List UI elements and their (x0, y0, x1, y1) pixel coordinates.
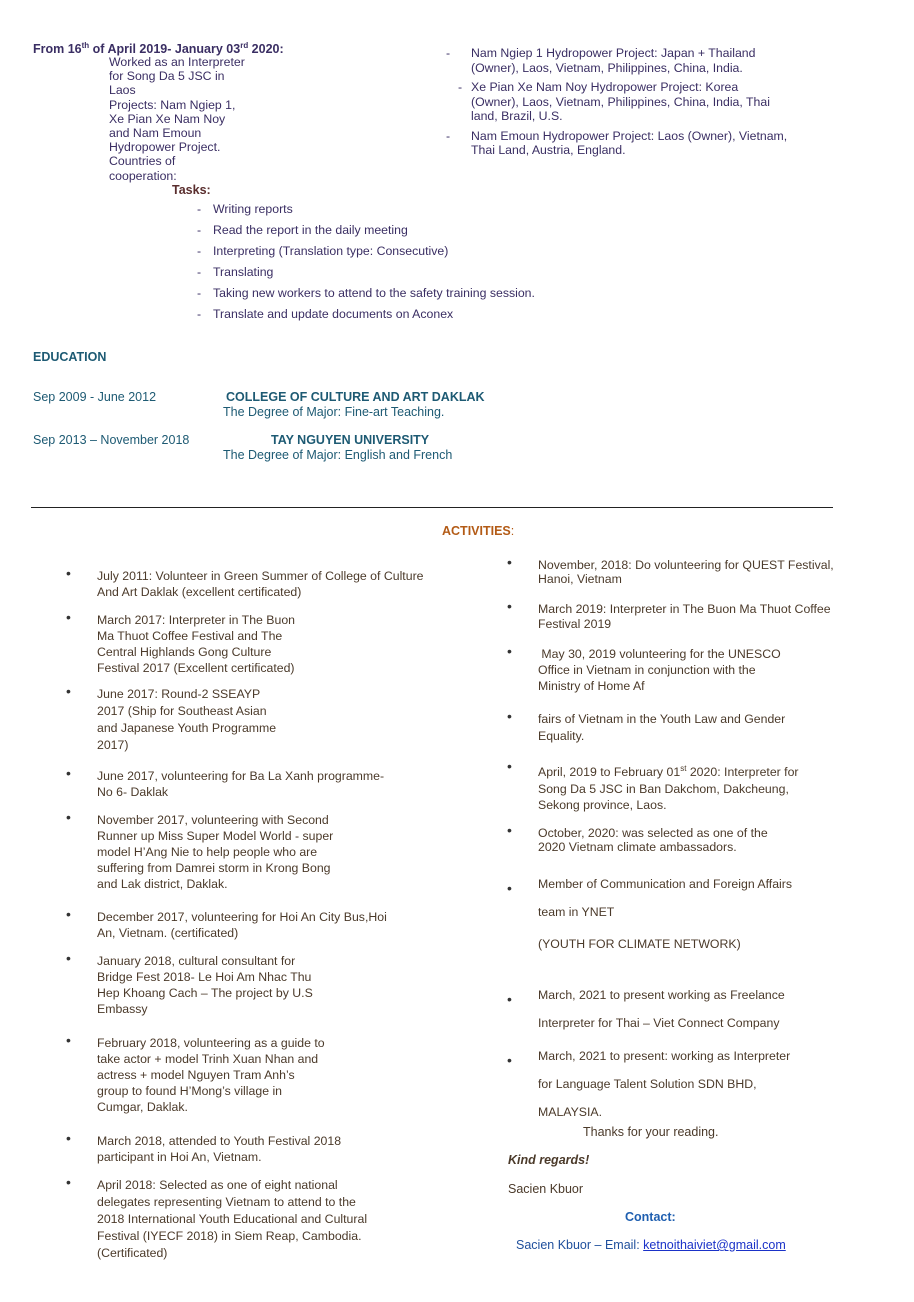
experience-description: Worked as an Interpreter for Song Da 5 JSC in Laos Projects: Nam Ngiep 1, Xe Pian Xe Nam Noy and Nam Emoun Hydropower Project. Countries of cooperation: (109, 55, 245, 183)
education-school: COLLEGE OF CULTURE AND ART DAKLAK (226, 390, 485, 404)
task-item: - Writing reports (197, 202, 293, 216)
ynet-full-name: (YOUTH FOR CLIMATE NETWORK) (538, 937, 741, 951)
task-list (197, 202, 535, 328)
activity-item: • March, 2021 to present working as Freelance Interpreter for Thai – Viet Connect Company (507, 988, 785, 1030)
activity-item: • July 2011: Volunteer in Green Summer of College of Culture And Art Daklak (excellent certificated) (66, 565, 424, 599)
education-period: Sep 2013 – November 2018 (33, 433, 190, 447)
section-divider (31, 507, 833, 508)
regards-text: Kind regards! (508, 1153, 590, 1167)
activity-item: • January 2018, cultural consultant for Bridge Fest 2018- Le Hoi Am Nhac Thu Hep Khoang Cach – The project by U.S Embassy (66, 950, 313, 1016)
project-item: - Nam Ngiep 1 Hydropower Project: Japan + Thailand (Owner), Laos, Vietnam, Philippines, China, India. (446, 46, 756, 75)
activity-item: • April, 2019 to February 01st 2020: Interpreter for Song Da 5 JSC in Ban Dakchom, Dakcheung, Sekong province, Laos. (507, 758, 799, 813)
activity-item: • February 2018, volunteering as a guide to take actor + model Trinh Xuan Nhan and actress + model Nguyen Tram Anh’s group to found H’Mong’s village in Cumgar, Daklak. (66, 1032, 325, 1114)
activity-item: • December 2017, volunteering for Hoi An City Bus,Hoi An, Vietnam. (certificated) (66, 906, 387, 940)
tasks-label: Tasks: (172, 183, 211, 197)
activity-item: • March, 2021 to present: working as Interpreter for Language Talent Solution SDN BHD, MALAYSIA. (507, 1049, 791, 1119)
education-heading: EDUCATION (33, 350, 107, 364)
project-list (446, 46, 788, 158)
activity-item: • June 2017, volunteering for Ba La Xanh programme- No 6- Daklak (66, 765, 385, 799)
activity-item: • November 2017, volunteering with Second Runner up Miss Super Model World - super model H’Ang Nie to help people who are suffering from Damrei storm in Krong Bong and Lak district, Daklak. (66, 809, 334, 891)
task-item: - Interpreting (Translation type: Consecutive) (197, 244, 449, 258)
signature-name: Sacien Kbuor (508, 1182, 584, 1196)
task-item: - Translating (197, 265, 274, 279)
activity-item: • October, 2020: was selected as one of the 2020 Vietnam climate ambassadors. (507, 822, 768, 854)
activity-item: • April 2018: Selected as one of eight national delegates representing Vietnam to attend to the 2018 International Youth Educational and Cultural Festival (IYECF 2018) in Siem Reap, Cambodia. (Certificated) (66, 1174, 368, 1260)
activities-heading: ACTIVITIES: (442, 524, 515, 538)
activity-item: • March 2017: Interpreter in The Buon Ma Thuot Coffee Festival and The Central Highlands Gong Culture Festival 2017 (Excellent certificated) (66, 609, 296, 675)
education-degree: The Degree of Major: English and French (223, 448, 453, 462)
contact-line: Sacien Kbuor – Email: ketnoithaiviet@gmail.com (516, 1238, 786, 1252)
project-item: - Nam Emoun Hydropower Project: Laos (Owner), Vietnam, Thai Land, Austria, England. (446, 128, 788, 157)
thanks-text: Thanks for your reading. (583, 1125, 719, 1139)
project-item: - Xe Pian Xe Nam Noy Hydropower Project: Korea (Owner), Laos, Vietnam, Philippines, China, India, Thai land, Brazil, U.S. (458, 80, 770, 123)
activity-item: • March 2018, attended to Youth Festival 2018 participant in Hoi An, Vietnam. (66, 1130, 342, 1164)
email-link[interactable]: ketnoithaiviet@gmail.com (643, 1238, 786, 1252)
activity-item: • May 30, 2019 volunteering for the UNESCO Office in Vietnam in conjunction with the Ministry of Home Af (507, 643, 781, 693)
contact-label: Contact: (625, 1210, 676, 1224)
task-item: - Translate and update documents on Aconex (197, 307, 454, 321)
activity-item: • March 2019: Interpreter in The Buon Ma Thuot Coffee Festival 2019 (507, 598, 831, 631)
education-degree: The Degree of Major: Fine-art Teaching. (223, 405, 445, 419)
activity-item: • November, 2018: Do volunteering for QUEST Festival, Hanoi, Vietnam (507, 554, 834, 586)
experience-period: From 16th of April 2019- January 03rd 2020: (33, 41, 284, 57)
education-period: Sep 2009 - June 2012 (33, 390, 157, 404)
activity-item: • fairs of Vietnam in the Youth Law and Gender Equality. (507, 708, 786, 743)
education-school: TAY NGUYEN UNIVERSITY (271, 433, 430, 447)
task-item: - Taking new workers to attend to the safety training session. (197, 286, 535, 300)
task-item: - Read the report in the daily meeting (197, 223, 408, 237)
activity-item: • Member of Communication and Foreign Affairs team in YNET (507, 877, 793, 919)
activity-item: • June 2017: Round-2 SSEAYP 2017 (Ship for Southeast Asian and Japanese Youth Programme 2017) (66, 683, 277, 752)
